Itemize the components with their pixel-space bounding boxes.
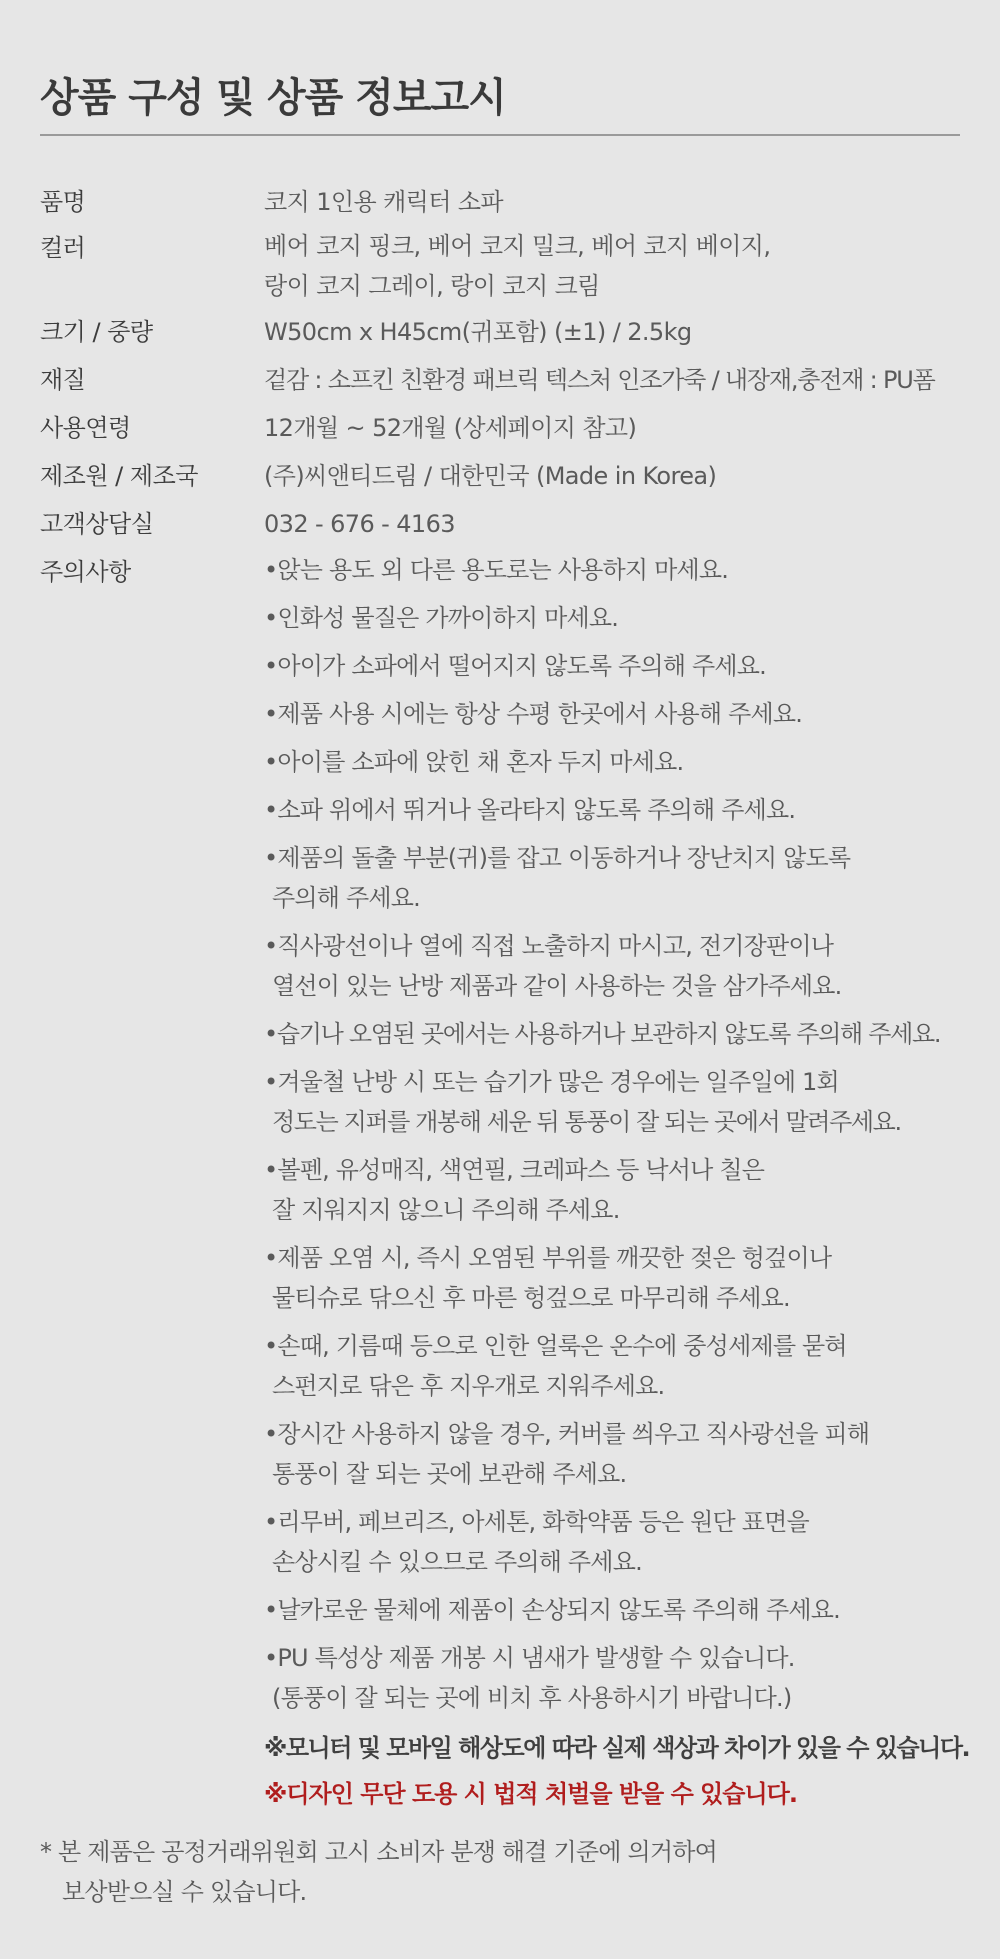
- caution-line: •앉는 용도 외 다른 용도로는 사용하지 마세요.: [264, 556, 729, 584]
- list-item: [264, 742, 980, 782]
- caution-line: •제품 오염 시, 즉시 오염된 부위를 깨끗한 젖은 헝겊이나: [264, 1244, 832, 1272]
- info-value-line: 코지 1인용 캐릭터 소파: [264, 188, 504, 216]
- info-row-material: [40, 358, 980, 402]
- info-label: 품명: [40, 188, 86, 216]
- list-item: [264, 1326, 980, 1406]
- design-copyright-warning: ※디자인 무단 도용 시 법적 처벌을 받을 수 있습니다.: [264, 1780, 797, 1808]
- info-value: [264, 358, 980, 402]
- info-label: 주의사항: [40, 558, 131, 586]
- info-value-line: 랑이 코지 그레이, 랑이 코지 크림: [264, 272, 600, 300]
- caution-line: 잘 지워지지 않으니 주의해 주세요.: [272, 1196, 620, 1224]
- caution-line: •제품 사용 시에는 항상 수평 한곳에서 사용해 주세요.: [264, 700, 803, 728]
- list-item: [264, 1014, 980, 1054]
- info-value-line: 베어 코지 핑크, 베어 코지 밀크, 베어 코지 베이지,: [264, 232, 771, 260]
- list-item: [264, 550, 980, 590]
- caution-line: (통풍이 잘 되는 곳에 비치 후 사용하시기 바랍니다.): [272, 1684, 792, 1712]
- info-table: [40, 180, 980, 1816]
- info-value: [264, 406, 980, 450]
- list-item: [264, 1238, 980, 1318]
- info-label: 고객상담실: [40, 510, 154, 538]
- footnote-line: * 본 제품은 공정거래위원회 고시 소비자 분쟁 해결 기준에 의거하여: [40, 1838, 718, 1866]
- caution-line: 열선이 있는 난방 제품과 같이 사용하는 것을 삼가주세요.: [272, 972, 842, 1000]
- list-item: [264, 1414, 980, 1494]
- caution-line: •볼펜, 유성매직, 색연필, 크레파스 등 낙서나 칠은: [264, 1156, 765, 1184]
- caution-line: •인화성 물질은 가까이하지 마세요.: [264, 604, 619, 632]
- caution-line: 스펀지로 닦은 후 지우개로 지워주세요.: [272, 1372, 665, 1400]
- list-item: [264, 598, 980, 638]
- info-value: [264, 226, 980, 306]
- info-row-cautions: [40, 550, 980, 1816]
- info-label: 사용연령: [40, 414, 131, 442]
- info-value-line: (주)씨앤티드림 / 대한민국 (Made in Korea): [264, 462, 717, 490]
- caution-line: •습기나 오염된 곳에서는 사용하거나 보관하지 않도록 주의해 주세요.: [264, 1020, 941, 1048]
- info-label: 컬러: [40, 234, 86, 262]
- info-value: [264, 310, 980, 354]
- monitor-color-notice: ※모니터 및 모바일 해상도에 따라 실제 색상과 차이가 있을 수 있습니다.: [264, 1734, 970, 1762]
- info-value: [264, 180, 980, 224]
- list-item: [264, 1062, 980, 1142]
- list-item: [264, 926, 980, 1006]
- caution-line: •날카로운 물체에 제품이 손상되지 않도록 주의해 주세요.: [264, 1596, 840, 1624]
- info-row-name: [40, 180, 980, 224]
- caution-line: 물티슈로 닦으신 후 마른 헝겊으로 마무리해 주세요.: [272, 1284, 790, 1312]
- info-row-age: [40, 406, 980, 450]
- footnote-line: 보상받으실 수 있습니다.: [62, 1878, 307, 1906]
- caution-line: •제품의 돌출 부분(귀)를 잡고 이동하거나 장난치지 않도록: [264, 844, 851, 872]
- info-value-line: 12개월 ~ 52개월 (상세페이지 참고): [264, 414, 637, 442]
- info-row-color: [40, 226, 980, 306]
- title-divider: [40, 134, 960, 136]
- info-value-line: W50cm x H45cm(귀포함) (±1) / 2.5kg: [264, 318, 692, 346]
- list-item: [264, 1638, 980, 1718]
- consumer-dispute-footnote: [40, 1832, 717, 1912]
- info-row-size: [40, 310, 980, 354]
- list-item: [264, 694, 980, 734]
- caution-line: •아이를 소파에 앉힌 채 혼자 두지 마세요.: [264, 748, 684, 776]
- caution-line: •소파 위에서 뛰거나 올라타지 않도록 주의해 주세요.: [264, 796, 796, 824]
- list-item: [264, 1150, 980, 1230]
- info-label: 재질: [40, 366, 86, 394]
- page-title: 상품 구성 및 상품 정보고시: [40, 75, 506, 121]
- info-label: 크기 / 중량: [40, 318, 153, 346]
- caution-line: •리무버, 페브리즈, 아세톤, 화학약품 등은 원단 표면을: [264, 1508, 809, 1536]
- info-row-contact: [40, 502, 980, 546]
- info-label: 제조원 / 제조국: [40, 462, 198, 490]
- list-item: [264, 1590, 980, 1630]
- info-row-maker: [40, 454, 980, 498]
- caution-line: 손상시킬 수 있으므로 주의해 주세요.: [272, 1548, 642, 1576]
- caution-line: •직사광선이나 열에 직접 노출하지 마시고, 전기장판이나: [264, 932, 834, 960]
- info-value: [264, 454, 980, 498]
- caution-line: •손때, 기름때 등으로 인한 얼룩은 온수에 중성세제를 묻혀: [264, 1332, 847, 1360]
- list-item: [264, 790, 980, 830]
- list-item: [264, 838, 980, 918]
- list-item: [264, 1502, 980, 1582]
- info-value-line: 겉감 : 소프킨 친환경 패브릭 텍스처 인조가죽 / 내장재,충전재 : PU폼: [264, 366, 935, 394]
- list-item: [264, 646, 980, 686]
- caution-line: •겨울철 난방 시 또는 습기가 많은 경우에는 일주일에 1회: [264, 1068, 839, 1096]
- info-value: [264, 502, 980, 546]
- caution-line: •아이가 소파에서 떨어지지 않도록 주의해 주세요.: [264, 652, 767, 680]
- caution-line: 통풍이 잘 되는 곳에 보관해 주세요.: [272, 1460, 627, 1488]
- caution-list: [264, 550, 980, 1816]
- caution-line: •장시간 사용하지 않을 경우, 커버를 씌우고 직사광선을 피해: [264, 1420, 870, 1448]
- caution-line: •PU 특성상 제품 개봉 시 냄새가 발생할 수 있습니다.: [264, 1644, 795, 1672]
- caution-line: 정도는 지퍼를 개봉해 세운 뒤 통풍이 잘 되는 곳에서 말려주세요.: [272, 1108, 901, 1136]
- info-value-line: 032 - 676 - 4163: [264, 510, 455, 538]
- caution-line: 주의해 주세요.: [272, 884, 420, 912]
